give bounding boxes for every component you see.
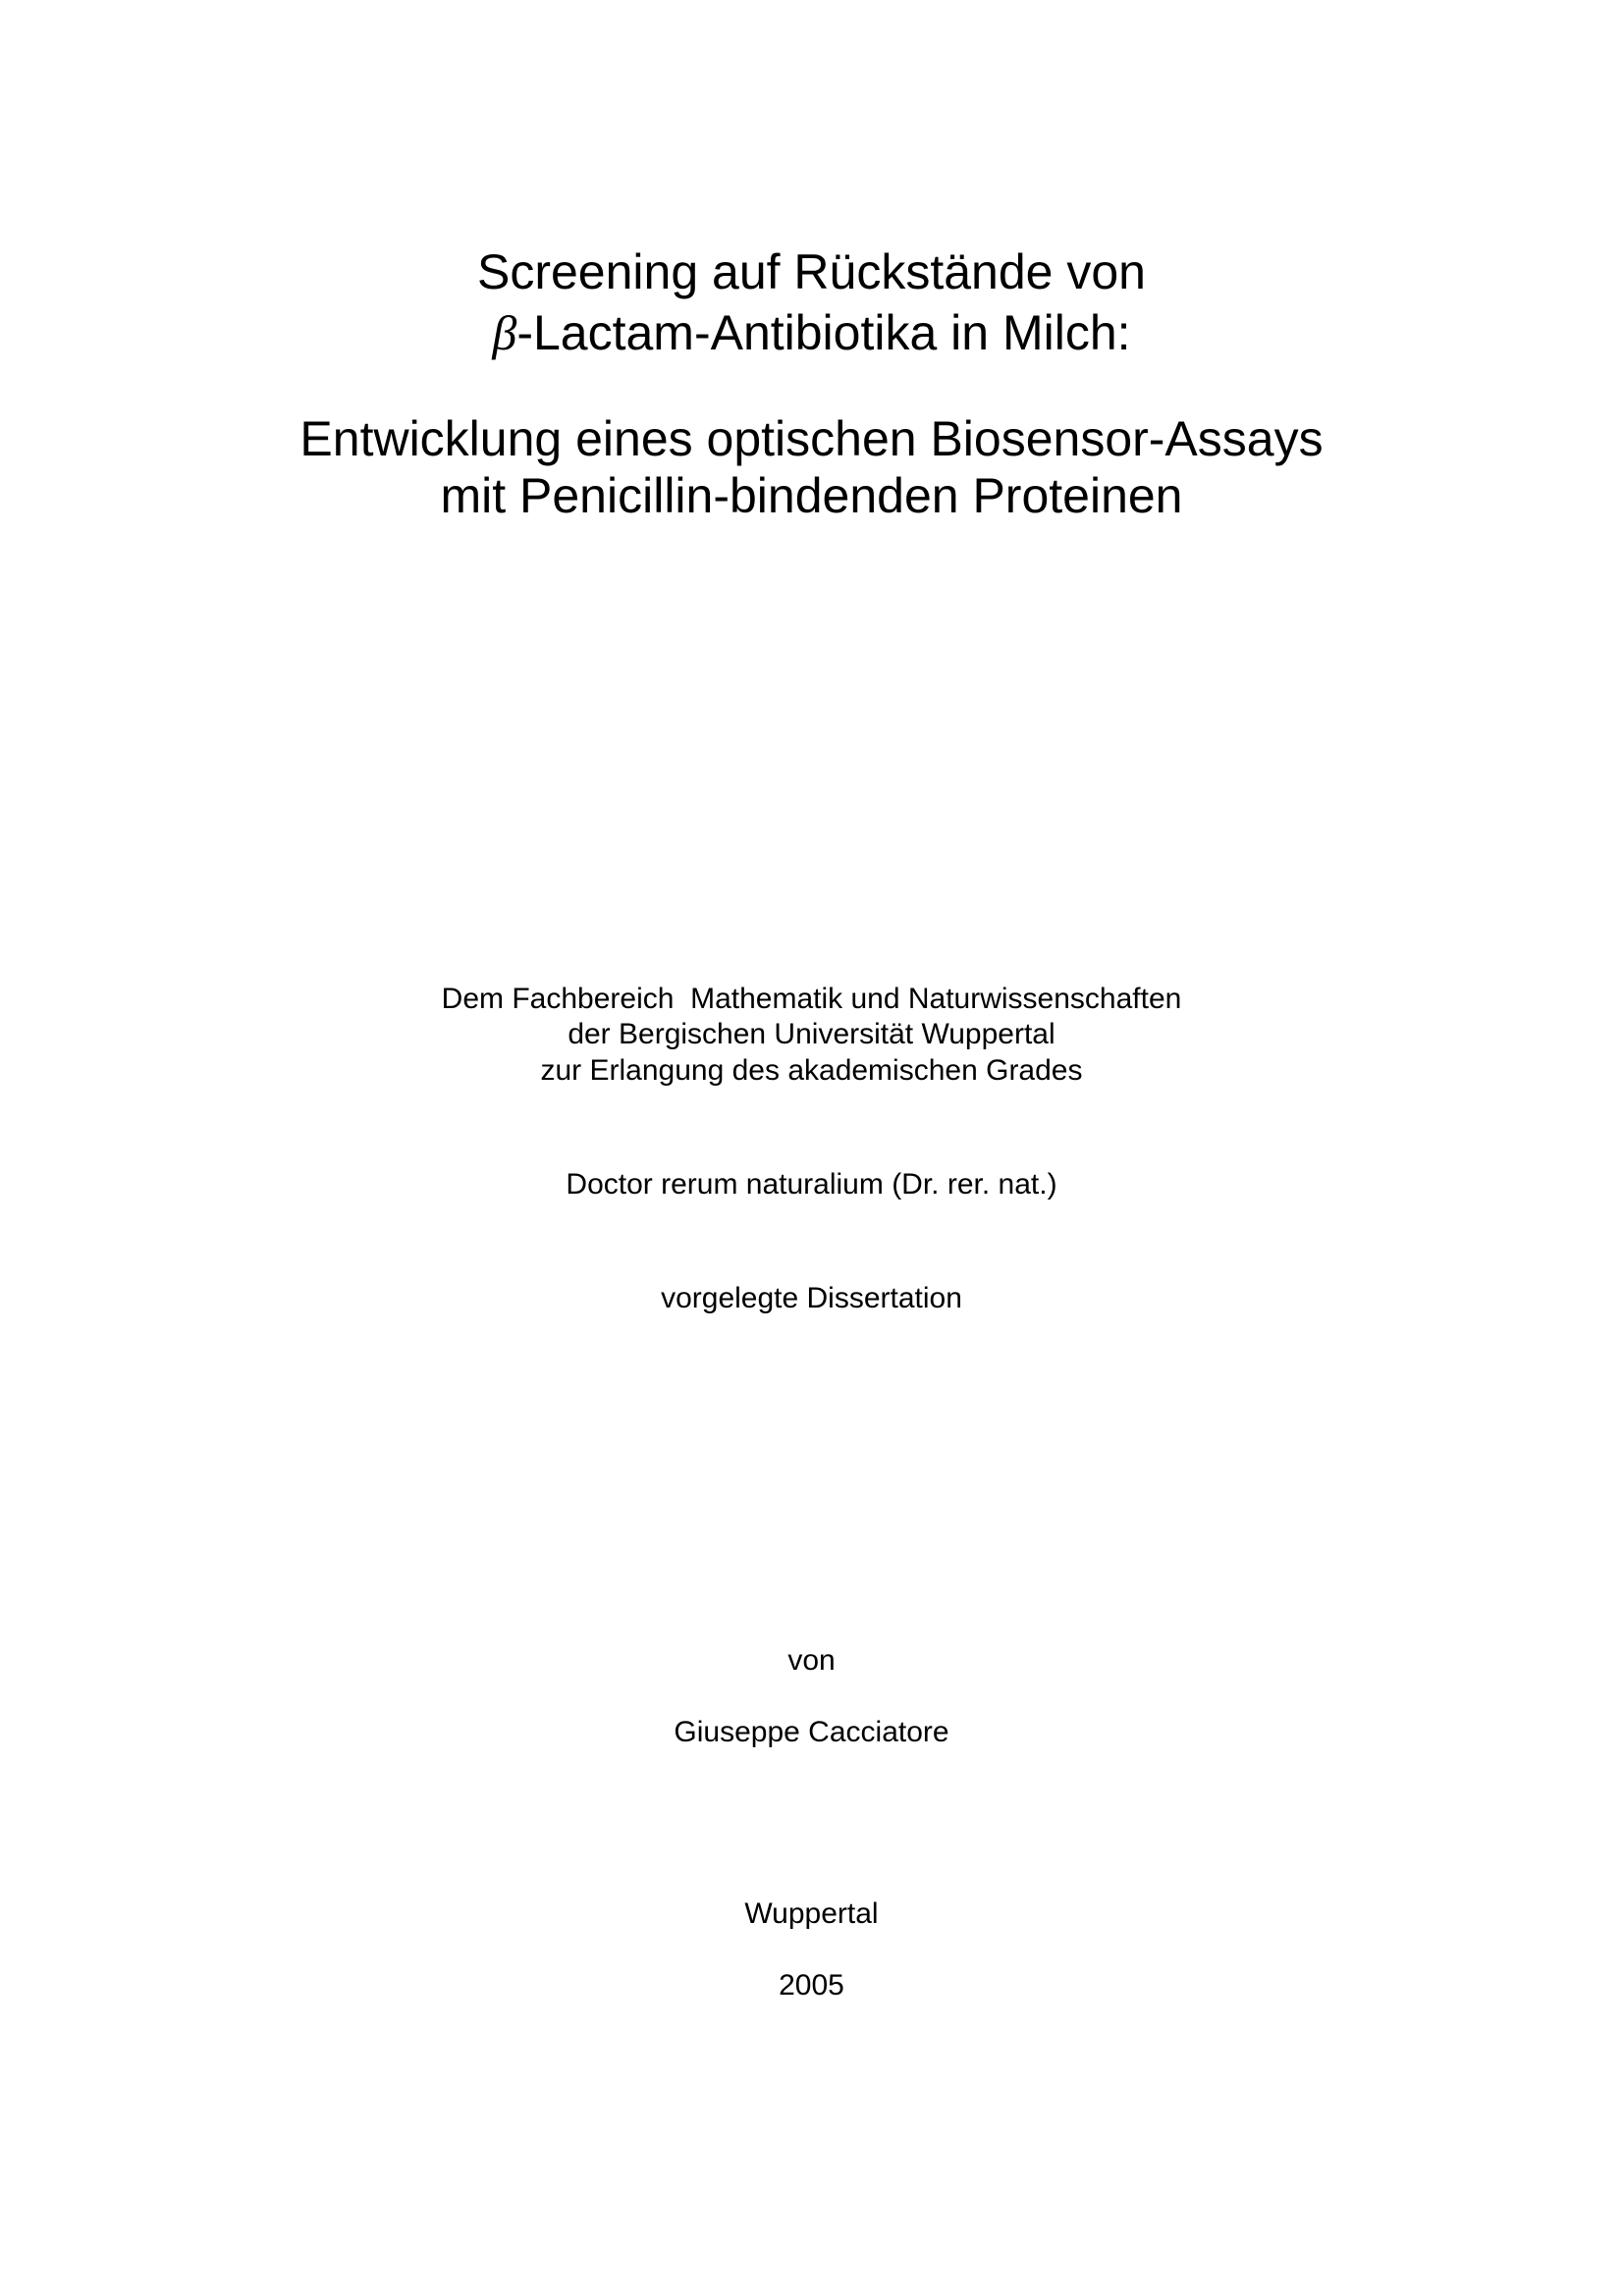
year: 2005 bbox=[779, 1969, 844, 2002]
submission-line-1: Dem Fachbereich Mathematik und Naturwissenschaften bbox=[441, 983, 1182, 1015]
submission-line-2: der Bergischen Universität Wuppertal bbox=[568, 1018, 1055, 1050]
place: Wuppertal bbox=[744, 1897, 879, 1930]
subtitle-line-1: Entwicklung eines optischen Biosensor-Assays bbox=[299, 411, 1324, 466]
submission-line-3: zur Erlangung des akademischen Grades bbox=[540, 1054, 1083, 1087]
beta-symbol: β bbox=[492, 305, 517, 360]
degree: Doctor rerum naturalium (Dr. rer. nat.) bbox=[566, 1168, 1057, 1201]
author-name: Giuseppe Cacciatore bbox=[674, 1716, 949, 1748]
title-line-2 bbox=[0, 305, 1623, 360]
title-line-2-text: -Lactam-Antibiotika in Milch: bbox=[516, 305, 1131, 360]
document-type: vorgelegte Dissertation bbox=[661, 1282, 962, 1314]
by-label: von bbox=[787, 1644, 836, 1677]
title-line-1: Screening auf Rückstände von bbox=[477, 244, 1146, 299]
subtitle-line-2: mit Penicillin-bindenden Proteinen bbox=[440, 468, 1183, 523]
